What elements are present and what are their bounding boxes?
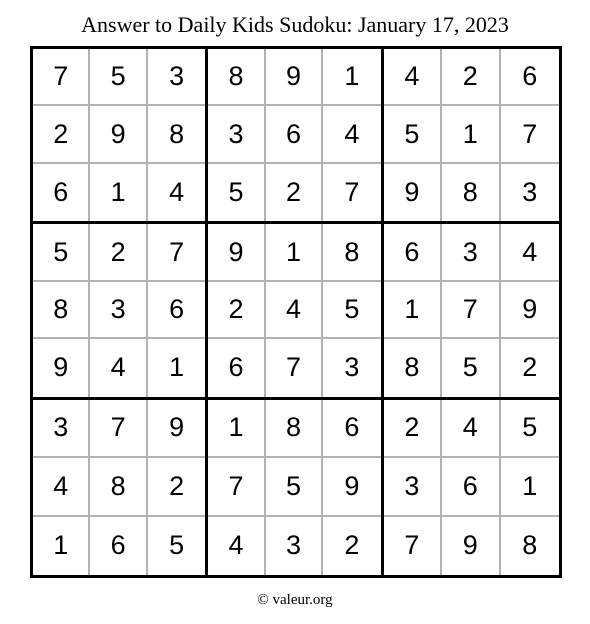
sudoku-cell: 3	[442, 224, 500, 281]
sudoku-cell: 4	[384, 49, 442, 106]
sudoku-cell: 8	[323, 224, 380, 281]
sudoku-cell: 8	[90, 458, 147, 516]
sudoku-cell: 3	[384, 458, 442, 516]
sudoku-box	[33, 400, 208, 575]
sudoku-cell: 6	[442, 458, 500, 516]
sudoku-cell: 2	[344, 530, 360, 561]
sudoku-cell: 7	[442, 282, 500, 339]
sudoku-cell: 1	[384, 282, 442, 339]
sudoku-cell: 5	[323, 282, 380, 339]
sudoku-cell: 7	[208, 458, 265, 516]
sudoku-cell: 6	[208, 339, 265, 396]
sudoku-cell: 1	[169, 352, 185, 383]
sudoku-cell: 6	[384, 224, 442, 281]
sudoku-box	[208, 400, 383, 575]
sudoku-box	[384, 400, 559, 575]
sudoku-cell: 6	[33, 164, 90, 221]
sudoku-cell: 8	[148, 106, 205, 163]
sudoku-cell: 3	[33, 400, 90, 458]
sudoku-cell: 7	[344, 177, 360, 208]
sudoku-cell: 1	[266, 224, 323, 281]
sudoku-cell: 1	[33, 517, 90, 575]
sudoku-cell: 4	[169, 177, 185, 208]
sudoku-cell: 7	[148, 224, 205, 281]
sudoku-cell: 2	[442, 49, 500, 106]
sudoku-cell: 4	[90, 339, 147, 396]
sudoku-cell: 9	[90, 106, 147, 163]
sudoku-cell: 6	[501, 49, 559, 106]
sudoku-cell: 5	[169, 530, 185, 561]
sudoku-box	[208, 224, 383, 399]
sudoku-cell: 9	[442, 517, 500, 575]
sudoku-cell: 6	[266, 106, 323, 163]
sudoku-cell: 3	[344, 352, 360, 383]
sudoku-cell: 8	[266, 400, 323, 458]
sudoku-cell: 3	[266, 517, 323, 575]
sudoku-box	[33, 224, 208, 399]
sudoku-cell: 7	[501, 106, 559, 163]
sudoku-cell: 1	[323, 49, 380, 106]
sudoku-cell: 9	[501, 282, 559, 339]
sudoku-box	[33, 49, 208, 224]
sudoku-board	[30, 46, 562, 578]
sudoku-cell: 9	[266, 49, 323, 106]
sudoku-cell: 7	[33, 49, 90, 106]
sudoku-cell: 4	[501, 224, 559, 281]
sudoku-cell: 6	[323, 400, 380, 458]
copyright-footer: © valeur.org	[257, 592, 333, 608]
sudoku-cell: 6	[90, 517, 147, 575]
sudoku-cell: 5	[501, 400, 559, 458]
sudoku-cell: 8	[384, 339, 442, 396]
page-title: Answer to Daily Kids Sudoku: January 17, 2023	[81, 12, 509, 37]
sudoku-cell: 2	[90, 224, 147, 281]
sudoku-box	[384, 224, 559, 399]
sudoku-cell: 4	[33, 458, 90, 516]
sudoku-cell: 3	[522, 177, 538, 208]
sudoku-cell: 1	[501, 458, 559, 516]
sudoku-cell: 4	[323, 106, 380, 163]
sudoku-cell: 5	[442, 339, 500, 396]
sudoku-cell: 5	[33, 224, 90, 281]
sudoku-cell: 3	[208, 106, 265, 163]
sudoku-cell: 9	[323, 458, 380, 516]
sudoku-cell: 8	[442, 164, 500, 221]
sudoku-cell: 8	[208, 49, 265, 106]
sudoku-cell: 9	[33, 339, 90, 396]
sudoku-cell: 2	[266, 164, 323, 221]
sudoku-cell: 2	[522, 352, 538, 383]
sudoku-cell: 9	[208, 224, 265, 281]
sudoku-cell: 1	[208, 400, 265, 458]
sudoku-cell: 5	[208, 164, 265, 221]
sudoku-cell: 9	[384, 164, 442, 221]
sudoku-cell: 8	[522, 530, 538, 561]
sudoku-cell: 7	[90, 400, 147, 458]
sudoku-box	[208, 49, 383, 224]
sudoku-cell: 2	[148, 458, 205, 516]
sudoku-cell: 2	[33, 106, 90, 163]
sudoku-cell: 2	[208, 282, 265, 339]
sudoku-cell: 6	[148, 282, 205, 339]
sudoku-cell: 3	[90, 282, 147, 339]
sudoku-cell: 5	[384, 106, 442, 163]
sudoku-cell: 5	[90, 49, 147, 106]
sudoku-cell: 3	[148, 49, 205, 106]
sudoku-cell: 8	[33, 282, 90, 339]
sudoku-cell: 1	[442, 106, 500, 163]
sudoku-cell: 4	[266, 282, 323, 339]
sudoku-cell: 9	[148, 400, 205, 458]
sudoku-cell: 4	[208, 517, 265, 575]
sudoku-cell: 5	[266, 458, 323, 516]
sudoku-cell: 4	[442, 400, 500, 458]
sudoku-cell: 7	[266, 339, 323, 396]
sudoku-box	[384, 49, 559, 224]
sudoku-cell: 7	[384, 517, 442, 575]
sudoku-cell: 2	[384, 400, 442, 458]
sudoku-cell: 1	[90, 164, 147, 221]
